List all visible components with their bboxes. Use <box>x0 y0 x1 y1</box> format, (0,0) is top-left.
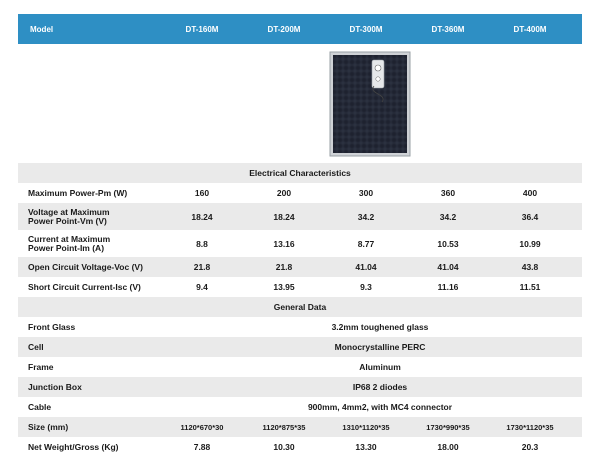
table-cell: 400 <box>522 188 538 198</box>
table-row <box>18 203 582 230</box>
table-cell: Monocrystalline PERC <box>334 342 426 352</box>
table-cell: 200 <box>276 188 292 198</box>
row-label: Maximum Power-Pm (W) <box>28 187 128 198</box>
table-cell: 11.51 <box>519 282 541 292</box>
table-row <box>18 230 582 257</box>
table-cell: 1310*1120*35 <box>342 422 390 432</box>
table-row <box>18 377 582 397</box>
row-label <box>28 235 110 253</box>
table-row <box>18 437 582 457</box>
table-cell: 900mm, 4mm2, with MC4 connector <box>307 402 453 412</box>
table-cell: 1120*875*35 <box>262 422 306 432</box>
table-cell: 34.2 <box>357 211 375 222</box>
table-cell: 3.2mm toughened glass <box>331 322 429 332</box>
table-row <box>18 397 582 417</box>
table-cell: 10.30 <box>273 442 295 452</box>
model-name-4: DT-360M <box>431 24 465 34</box>
table-cell: 1730*1120*35 <box>506 422 554 432</box>
table-cell: 20.3 <box>521 442 539 452</box>
table-cell: 11.16 <box>437 282 459 292</box>
table-cell: IP68 2 diodes <box>352 382 408 392</box>
table-cell: 21.8 <box>193 262 211 272</box>
table-row <box>18 257 582 277</box>
solar-panel-image <box>328 50 412 158</box>
table-cell: 8.77 <box>357 238 375 249</box>
row-label: Net Weight/Gross (Kg) <box>28 441 119 452</box>
table-row <box>18 337 582 357</box>
table-cell: 9.3 <box>360 282 372 292</box>
row-label: Cell <box>28 341 44 352</box>
row-label: Short Circuit Current-Isc (V) <box>28 281 141 292</box>
table-cell: 8.8 <box>196 238 208 249</box>
general-section-row <box>18 297 582 317</box>
table-cell: 7.88 <box>193 442 211 452</box>
table-cell: 13.16 <box>273 238 295 249</box>
model-name-5: DT-400M <box>513 24 547 34</box>
table-cell: 34.2 <box>439 211 457 222</box>
table-cell: 10.53 <box>437 238 459 249</box>
row-label: Size (mm) <box>28 421 69 432</box>
table-cell: 18.24 <box>191 211 213 222</box>
table-cell: 18.00 <box>437 442 459 452</box>
table-cell: 13.30 <box>355 442 377 452</box>
table-cell: 160 <box>194 188 210 198</box>
model-name-2: DT-200M <box>267 24 301 34</box>
row-label-line-2: Power Point-Im (A) <box>28 242 105 253</box>
row-label <box>28 208 110 226</box>
row-label: Frame <box>28 361 54 372</box>
model-name-3: DT-300M <box>349 24 383 34</box>
table-cell: 360 <box>440 188 456 198</box>
table-cell: 9.4 <box>196 282 208 292</box>
table-row <box>18 183 582 203</box>
electrical-section-title: Electrical Characteristics <box>249 168 351 178</box>
model-header-label: Model <box>30 24 54 34</box>
table-header <box>18 14 582 44</box>
model-name-1: DT-160M <box>185 24 219 34</box>
table-cell: 13.95 <box>273 282 295 292</box>
table-cell: 36.4 <box>521 211 539 222</box>
table-row <box>18 317 582 337</box>
row-label: Open Circuit Voltage-Voc (V) <box>28 261 143 272</box>
table-cell: 10.99 <box>519 238 541 249</box>
table-cell: 18.24 <box>273 211 295 222</box>
electrical-section-row <box>18 163 582 183</box>
product-image-area <box>18 44 582 162</box>
table-row <box>18 357 582 377</box>
table-cell: Aluminum <box>359 362 401 372</box>
row-label: Front Glass <box>28 321 76 332</box>
table-cell: 21.8 <box>275 262 293 272</box>
table-cell: 41.04 <box>437 262 459 272</box>
row-label: Cable <box>28 401 52 412</box>
row-label-line-2: Power Point-Vm (V) <box>28 215 107 226</box>
table-cell: 41.04 <box>355 262 377 272</box>
table-cell: 1730*990*35 <box>426 422 470 432</box>
table-row <box>18 277 582 297</box>
table-row <box>18 417 582 437</box>
table-cell: 300 <box>358 188 374 198</box>
row-label-line-1: Current at Maximum <box>28 233 111 244</box>
table-cell: 1120*670*30 <box>180 422 224 432</box>
table-cell: 43.8 <box>521 262 539 272</box>
row-label: Junction Box <box>28 381 82 392</box>
row-label-line-1: Voltage at Maximum <box>28 206 110 217</box>
general-section-title: General Data <box>273 302 327 312</box>
